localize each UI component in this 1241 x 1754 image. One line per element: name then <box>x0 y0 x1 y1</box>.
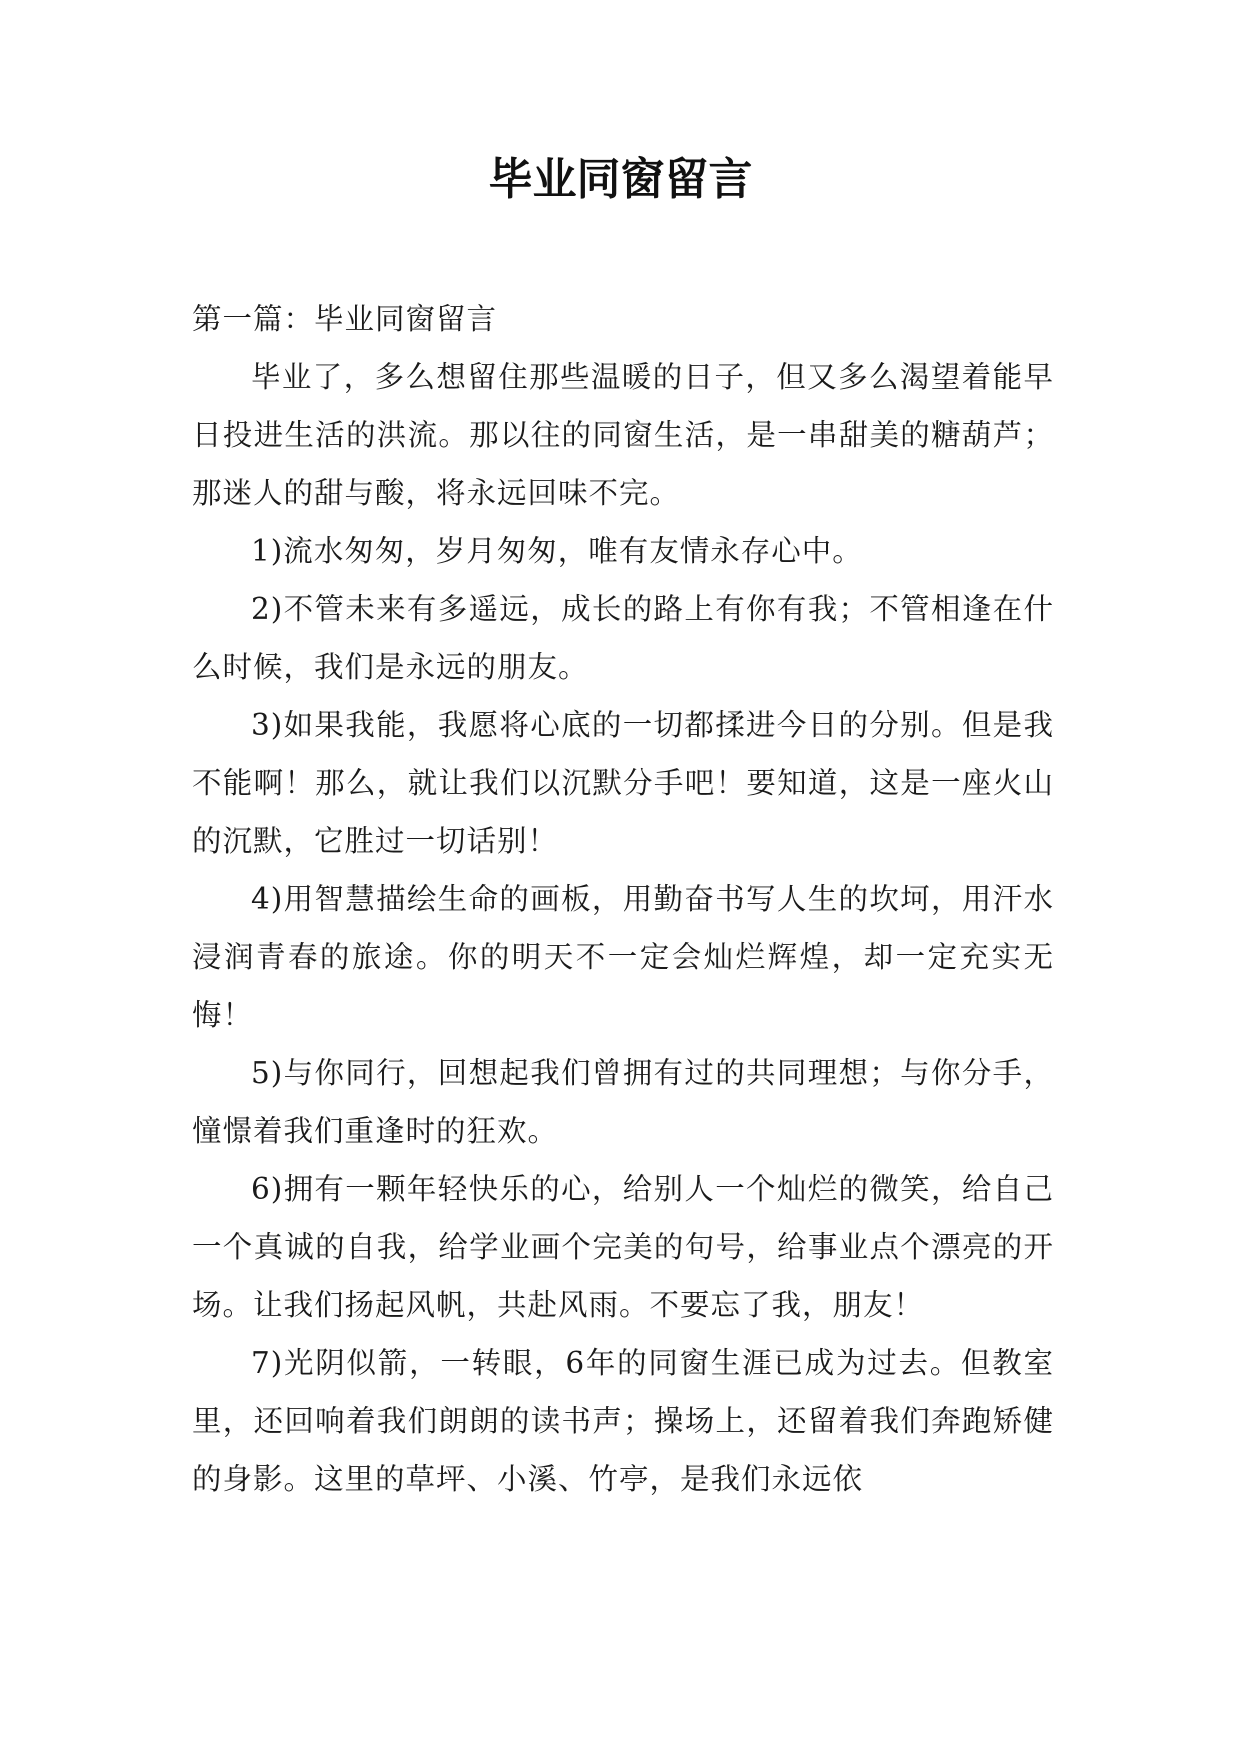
paragraph-7: 7)光阴似箭，一转眼，6年的同窗生涯已成为过去。但教室里，还回响着我们朗朗的读书声；操场上，还留着我们奔跑矫健的身影。这里的草坪、小溪、竹亭，是我们永远依 <box>192 1346 1054 1496</box>
paragraph-4: 4)用智慧描绘生命的画板，用勤奋书写人生的坎坷，用汗水浸润青春的旅途。你的明天不一定会灿烂辉煌，却一定充实无悔！ <box>192 882 1054 1032</box>
paragraph-2: 2)不管未来有多遥远，成长的路上有你有我；不管相逢在什么时候，我们是永远的朋友。 <box>192 592 1054 684</box>
section-heading: 第一篇：毕业同窗留言 <box>192 302 498 336</box>
paragraph-1: 1)流水匆匆，岁月匆匆，唯有友情永存心中。 <box>251 534 863 568</box>
paragraph-3: 3)如果我能，我愿将心底的一切都揉进今日的分别。但是我不能啊！那么，就让我们以沉默分手吧！要知道，这是一座火山的沉默，它胜过一切话别！ <box>192 708 1054 858</box>
document-body <box>192 290 1054 1508</box>
paragraph-6: 6)拥有一颗年轻快乐的心，给别人一个灿烂的微笑，给自己一个真诚的自我，给学业画个完美的句号，给事业点个漂亮的开场。让我们扬起风帆，共赴风雨。不要忘了我，朋友！ <box>192 1172 1054 1322</box>
document-title: 毕业同窗留言 <box>488 154 753 205</box>
paragraph-5: 5)与你同行，回想起我们曾拥有过的共同理想；与你分手，憧憬着我们重逢时的狂欢。 <box>192 1056 1054 1148</box>
paragraph-intro: 毕业了，多么想留住那些温暖的日子，但又多么渴望着能早日投进生活的洪流。那以往的同窗生活，是一串甜美的糖葫芦；那迷人的甜与酸，将永远回味不完。 <box>192 360 1054 510</box>
